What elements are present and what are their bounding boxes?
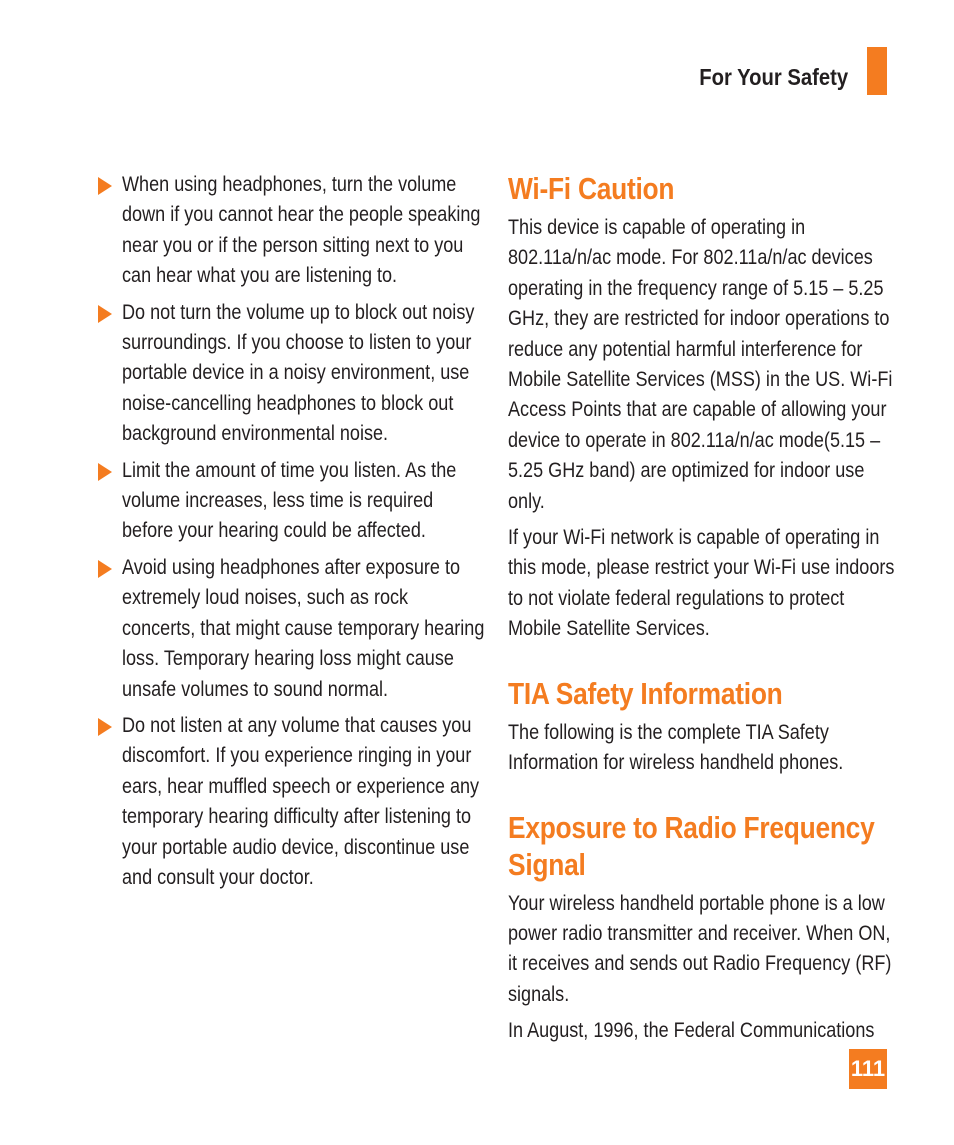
bullet-item bbox=[96, 553, 486, 705]
triangle-bullet-icon bbox=[98, 560, 112, 578]
wifi-caution-paragraph: If your Wi-Fi network is capable of operating in this mode, please restrict your Wi-Fi use indoors to not violate federal regulations to protect Mobile Satellite Services. bbox=[508, 526, 895, 641]
wifi-caution-heading: Wi-Fi Caution bbox=[508, 171, 675, 206]
section-tab-marker bbox=[867, 47, 887, 95]
rf-exposure-heading: Exposure to Radio Frequency Signal bbox=[508, 809, 875, 882]
tia-safety-heading: TIA Safety Information bbox=[508, 675, 783, 711]
bullet-item bbox=[96, 170, 486, 292]
bullet-text: Limit the amount of time you listen. As the volume increases, less time is required before your hearing could be affected. bbox=[122, 458, 457, 543]
bullet-text: When using headphones, turn the volume down if you cannot hear the people speaking near you or if the person sitting next to you can hear what you are listening to. bbox=[122, 173, 481, 288]
page-number: 111 bbox=[849, 1049, 887, 1089]
bullet-text: Avoid using headphones after exposure to extremely loud noises, such as rock concerts, that might cause temporary hearing loss. Temporary hearing loss might cause unsafe volumes to sound normal. bbox=[122, 555, 485, 701]
triangle-bullet-icon bbox=[98, 718, 112, 736]
bullet-item bbox=[96, 711, 486, 893]
triangle-bullet-icon bbox=[98, 177, 112, 195]
section-title: For Your Safety bbox=[699, 64, 848, 90]
triangle-bullet-icon bbox=[98, 463, 112, 481]
right-column bbox=[508, 170, 898, 1053]
rf-exposure-paragraph: In August, 1996, the Federal Communications bbox=[508, 1019, 875, 1043]
bullet-item bbox=[96, 298, 486, 450]
bullet-text: Do not listen at any volume that causes you discomfort. If you experience ringing in your ears, hear muffled speech or experience any temporary hearing difficulty after listening to your portable audio device, discontinue use and consult your doctor. bbox=[122, 713, 480, 889]
rf-exposure-paragraph: Your wireless handheld portable phone is a low power radio transmitter and receiver. When ON, it receives and sends out Radio Frequency (RF) signals. bbox=[508, 891, 892, 1006]
tia-safety-paragraph: The following is the complete TIA Safety Information for wireless handheld phones. bbox=[508, 720, 844, 775]
bullet-item bbox=[96, 456, 486, 547]
left-column bbox=[96, 170, 486, 899]
bullet-text: Do not turn the volume up to block out noisy surroundings. If you choose to listen to your portable device in a noisy environment, use noise-cancelling headphones to block out background environmental noise. bbox=[122, 300, 475, 446]
wifi-caution-paragraph: This device is capable of operating in 802.11a/n/ac mode. For 802.11a/n/ac devices operating in the frequency range of 5.15 – 5.25 GHz, they are restricted for indoor operations to reduce any potential harmful interference for Mobile Satellite Services (MSS) in the US. Wi-Fi Access Points that are capable of allowing your device to operate in 802.11a/n/ac mode(5.15 – 5.25 GHz band) are optimized for indoor use only. bbox=[508, 216, 893, 513]
triangle-bullet-icon bbox=[98, 305, 112, 323]
